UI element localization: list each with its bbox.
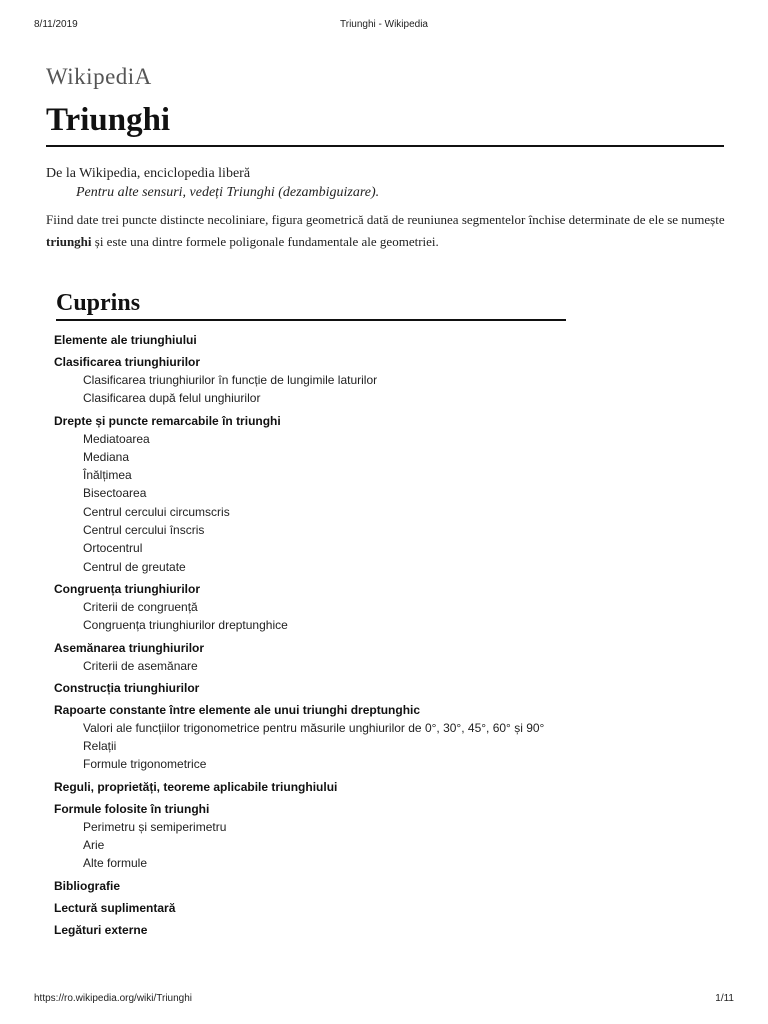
toc-subsection-link[interactable]: Mediatoarea <box>83 431 150 446</box>
toc-subsection-link[interactable]: Relații <box>83 739 117 754</box>
toc-subsection-link[interactable]: Centrul de greutate <box>83 559 186 574</box>
toc-subsection-link[interactable]: Criterii de congruență <box>83 599 198 614</box>
toc-subsection-link[interactable]: Ortocentrul <box>83 541 143 556</box>
toc-section <box>54 899 614 917</box>
toc-section <box>54 701 614 774</box>
hatnote[interactable]: Pentru alte sensuri, vedeți Triunghi (dezambiguizare). <box>76 185 380 200</box>
toc-subsection-link[interactable]: Clasificarea triunghiurilor în funcție de lungimile laturilor <box>83 373 378 387</box>
toc-section-link[interactable]: Construcția triunghiurilor <box>54 680 200 695</box>
toc-subsection-link[interactable]: Formule trigonometrice <box>83 757 207 772</box>
toc-section <box>54 639 614 675</box>
toc-subsection-link[interactable]: Valori ale funcțiilor trigonometrice pentru măsurile unghiurilor de 0°, 30°, 45°, 60° și 90° <box>83 720 545 735</box>
toc-section-link[interactable]: Reguli, proprietăți, teoreme aplicabile triunghiului <box>54 779 338 794</box>
toc-section-link[interactable]: Asemănarea triunghiurilor <box>54 640 205 655</box>
toc-subsection-link[interactable]: Criterii de asemănare <box>83 658 198 673</box>
toc-subsection-link[interactable]: Alte formule <box>83 856 148 871</box>
toc-section <box>54 679 614 697</box>
intro-paragraph <box>46 209 736 253</box>
toc-section-link[interactable]: Elemente ale triunghiului <box>54 333 197 347</box>
toc-subsection-link[interactable]: Congruența triunghiurilor dreptunghice <box>83 618 288 633</box>
print-header-title: Triunghi - Wikipedia <box>340 19 428 30</box>
toc-section-link[interactable]: Bibliografie <box>54 878 121 893</box>
toc-subsection-link[interactable]: Mediana <box>83 449 130 464</box>
page-title: Triunghi <box>46 102 724 147</box>
site-tagline: De la Wikipedia, enciclopedia liberă <box>46 166 251 181</box>
toc-section-link[interactable]: Drepte și puncte remarcabile în triunghi <box>54 413 281 428</box>
intro-text-after: și este una dintre formele poligonale fundamentale ale geometriei. <box>91 234 439 249</box>
intro-bold-term: triunghi <box>46 234 92 249</box>
wikipedia-logo[interactable]: WikipediA <box>46 64 152 89</box>
print-page-number: 1/11 <box>715 993 734 1004</box>
toc-subsection-link[interactable]: Centrul cercului înscris <box>83 523 205 538</box>
toc-section-link[interactable]: Formule folosite în triunghi <box>54 801 210 816</box>
toc-section <box>54 800 614 873</box>
toc-section-link[interactable]: Rapoarte constante între elemente ale unui triunghi dreptunghic <box>54 702 421 717</box>
toc-subsection-link[interactable]: Bisectoarea <box>83 486 147 501</box>
toc-section-link[interactable]: Congruența triunghiurilor <box>54 581 200 596</box>
toc-section <box>54 353 614 408</box>
toc-subsection-link[interactable]: Clasificarea după felul unghiurilor <box>83 391 261 406</box>
print-footer-url: https://ro.wikipedia.org/wiki/Triunghi <box>34 993 193 1004</box>
toc-title: Cuprins <box>56 290 566 321</box>
table-of-contents <box>54 331 614 943</box>
toc-section <box>54 778 614 796</box>
toc-subsection-link[interactable]: Perimetru și semiperimetru <box>83 819 227 834</box>
toc-section <box>54 921 614 939</box>
toc-subsection-link[interactable]: Arie <box>83 838 105 853</box>
toc-section-link[interactable]: Clasificarea triunghiurilor <box>54 355 201 369</box>
toc-section <box>54 877 614 895</box>
toc-section <box>54 412 614 576</box>
intro-text-before: Fiind date trei puncte distincte necoliniare, figura geometrică dată de reuniunea segmentelor închise determinate de ele se numește <box>46 212 725 227</box>
toc-section-link[interactable]: Lectură suplimentară <box>54 900 176 915</box>
toc-section <box>54 331 614 349</box>
toc-section <box>54 580 614 635</box>
print-date: 8/11/2019 <box>34 19 78 30</box>
toc-subsection-link[interactable]: Centrul cercului circumscris <box>83 504 230 519</box>
toc-subsection-link[interactable]: Înălțimea <box>83 468 132 483</box>
toc-section-link[interactable]: Legături externe <box>54 922 148 937</box>
